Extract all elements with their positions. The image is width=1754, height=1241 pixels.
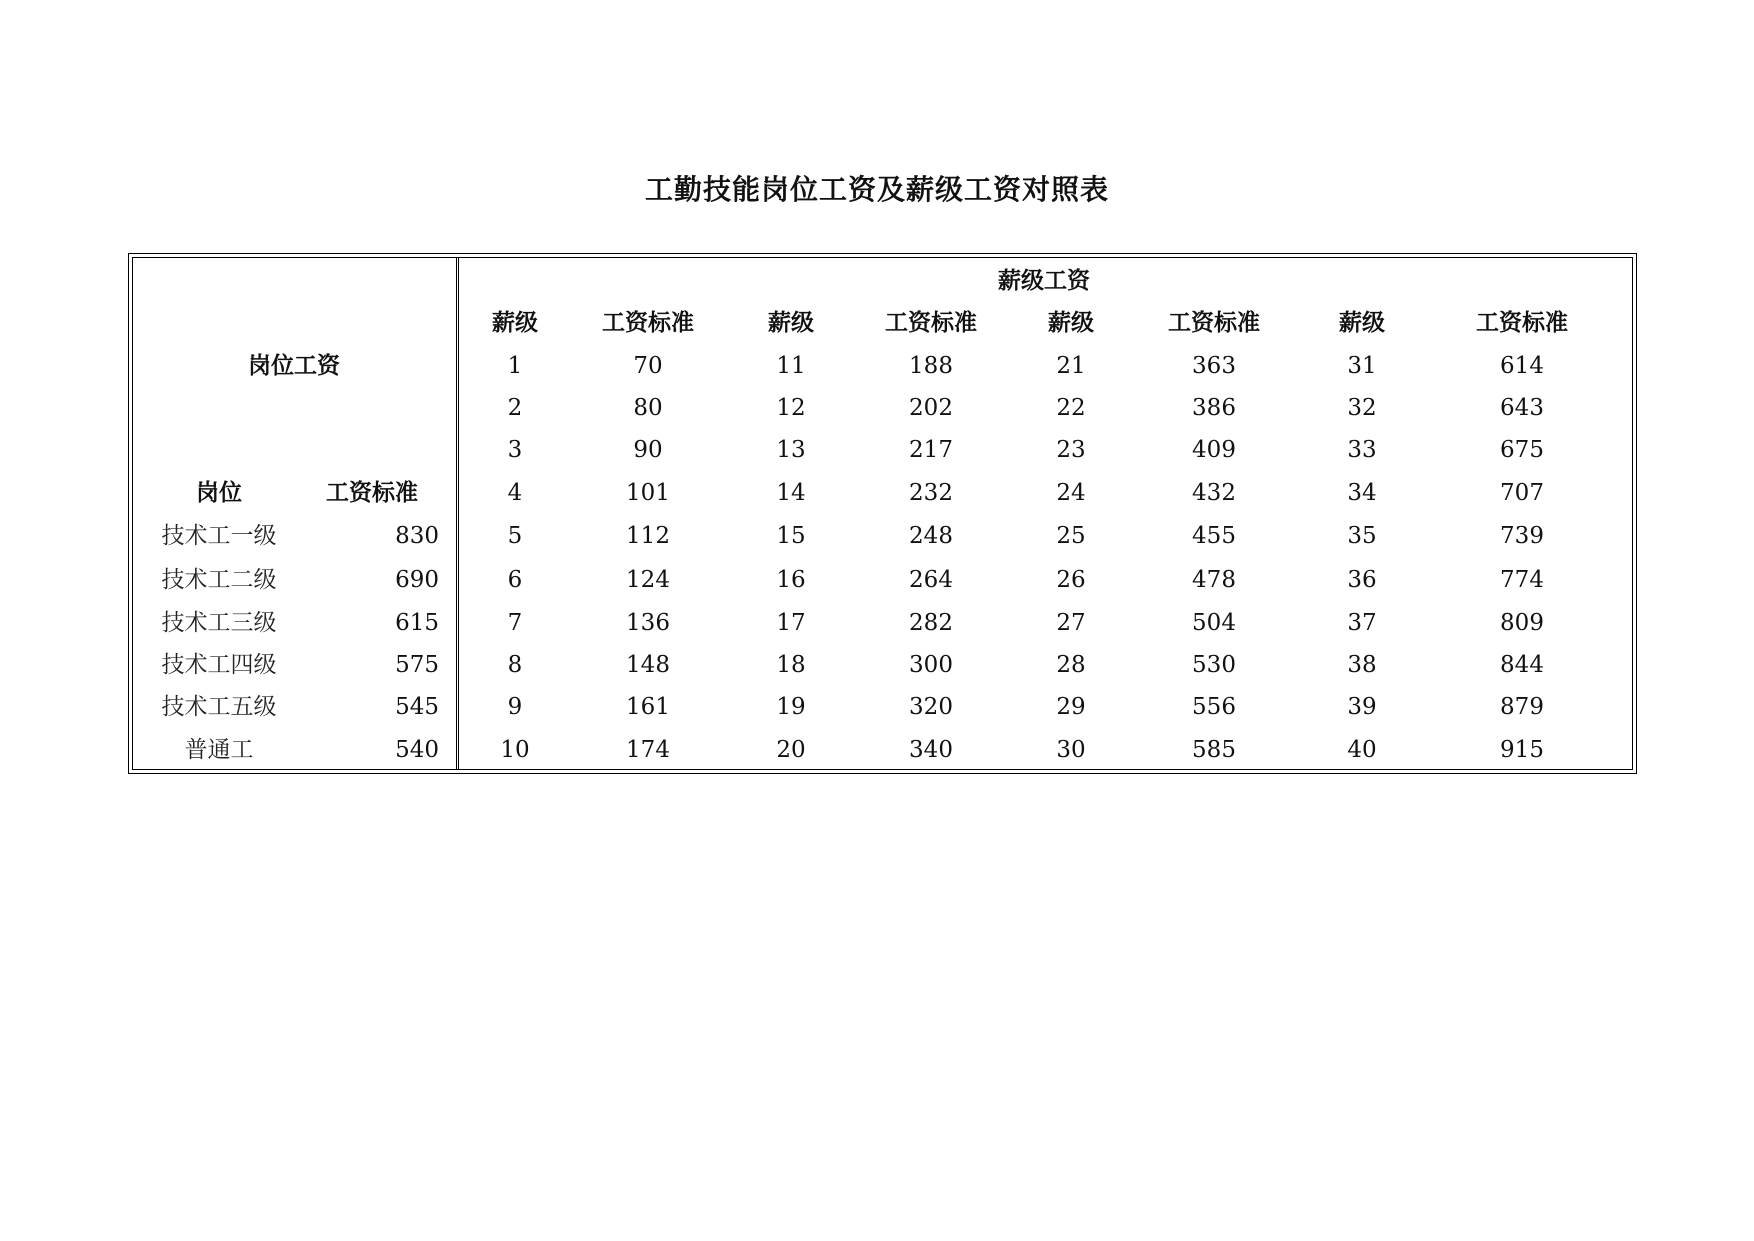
grade-cell: 19	[776, 694, 806, 720]
grade-salary-cell: 915	[1500, 737, 1544, 763]
grade-cell: 27	[1056, 610, 1086, 636]
grade-salary-cell: 879	[1500, 694, 1544, 720]
grade-salary-cell: 188	[909, 353, 953, 379]
grade-cell: 30	[1056, 737, 1086, 763]
salary-table	[128, 253, 1637, 774]
post-column-header: 岗位	[196, 480, 242, 506]
grade-salary-column-header: 工资标准	[602, 310, 694, 336]
grade-salary-cell: 530	[1192, 652, 1236, 678]
grade-cell: 39	[1347, 694, 1377, 720]
grade-salary-cell: 161	[626, 694, 670, 720]
grade-salary-cell: 675	[1500, 437, 1544, 463]
grade-salary-cell: 707	[1500, 480, 1544, 506]
grade-cell: 29	[1056, 694, 1086, 720]
grade-salary-cell: 320	[909, 694, 953, 720]
grade-cell: 15	[776, 523, 806, 549]
post-name-cell: 技术工二级	[161, 567, 277, 593]
grade-salary-cell: 739	[1500, 523, 1544, 549]
post-salary-group-header: 岗位工资	[248, 353, 340, 379]
grade-salary-cell: 202	[909, 395, 953, 421]
grade-cell: 17	[776, 610, 806, 636]
grade-cell: 3	[507, 437, 523, 463]
post-salary-column-header: 工资标准	[326, 480, 418, 506]
grade-salary-cell: 174	[626, 737, 670, 763]
grade-salary-cell: 80	[633, 395, 663, 421]
grade-cell: 22	[1056, 395, 1086, 421]
grade-salary-cell: 844	[1500, 652, 1544, 678]
post-salary-cell: 690	[395, 567, 439, 593]
grade-cell: 33	[1347, 437, 1377, 463]
grade-salary-cell: 504	[1192, 610, 1236, 636]
page-title: 工勤技能岗位工资及薪级工资对照表	[644, 173, 1109, 206]
post-salary-cell: 545	[395, 694, 439, 720]
post-name-cell: 技术工五级	[161, 694, 277, 720]
grade-cell: 12	[776, 395, 806, 421]
post-salary-cell: 830	[395, 523, 439, 549]
grade-cell: 25	[1056, 523, 1086, 549]
grade-salary-cell: 232	[909, 480, 953, 506]
grade-salary-column-header: 工资标准	[1168, 310, 1260, 336]
post-salary-cell: 575	[395, 652, 439, 678]
grade-salary-cell: 809	[1500, 610, 1544, 636]
grade-salary-cell: 264	[909, 567, 953, 593]
grade-cell: 26	[1056, 567, 1086, 593]
grade-cell: 20	[776, 737, 806, 763]
grade-salary-column-header: 工资标准	[1476, 310, 1568, 336]
post-name-cell: 技术工三级	[161, 610, 277, 636]
post-name-cell: 技术工四级	[161, 652, 277, 678]
grade-cell: 9	[507, 694, 523, 720]
grade-salary-cell: 148	[626, 652, 670, 678]
grade-column-header: 薪级	[1048, 310, 1094, 336]
grade-cell: 2	[507, 395, 523, 421]
grade-salary-cell: 409	[1192, 437, 1236, 463]
grade-salary-cell: 643	[1500, 395, 1544, 421]
grade-column-header: 薪级	[492, 310, 538, 336]
grade-salary-cell: 112	[626, 523, 670, 549]
grade-column-header: 薪级	[1339, 310, 1385, 336]
grade-salary-cell: 282	[909, 610, 953, 636]
grade-cell: 7	[507, 610, 523, 636]
grade-cell: 24	[1056, 480, 1086, 506]
grade-cell: 1	[507, 353, 523, 379]
grade-cell: 18	[776, 652, 806, 678]
post-salary-cell: 615	[395, 610, 439, 636]
post-name-cell: 技术工一级	[161, 523, 277, 549]
grade-salary-cell: 363	[1192, 353, 1236, 379]
grade-cell: 10	[500, 737, 530, 763]
grade-salary-cell: 774	[1500, 567, 1544, 593]
grade-salary-cell: 478	[1192, 567, 1236, 593]
grade-column-header: 薪级	[768, 310, 814, 336]
grade-salary-cell: 248	[909, 523, 953, 549]
grade-cell: 16	[776, 567, 806, 593]
grade-cell: 14	[776, 480, 806, 506]
grade-cell: 31	[1347, 353, 1377, 379]
grade-salary-cell: 101	[626, 480, 670, 506]
grade-salary-cell: 455	[1192, 523, 1236, 549]
grade-cell: 38	[1347, 652, 1377, 678]
grade-cell: 28	[1056, 652, 1086, 678]
grade-cell: 5	[507, 523, 523, 549]
grade-cell: 4	[507, 480, 523, 506]
grade-salary-cell: 556	[1192, 694, 1236, 720]
grade-salary-column-header: 工资标准	[885, 310, 977, 336]
grade-cell: 35	[1347, 523, 1377, 549]
grade-salary-cell: 340	[909, 737, 953, 763]
grade-salary-cell: 614	[1500, 353, 1544, 379]
grade-salary-cell: 386	[1192, 395, 1236, 421]
post-name-cell: 普通工	[184, 737, 254, 763]
grade-cell: 21	[1056, 353, 1086, 379]
grade-salary-cell: 585	[1192, 737, 1236, 763]
grade-salary-cell: 124	[626, 567, 670, 593]
grade-cell: 36	[1347, 567, 1377, 593]
grade-salary-cell: 217	[909, 437, 953, 463]
grade-cell: 37	[1347, 610, 1377, 636]
post-salary-cell: 540	[395, 737, 439, 763]
grade-salary-group-header: 薪级工资	[998, 268, 1090, 294]
grade-cell: 34	[1347, 480, 1377, 506]
grade-salary-cell: 70	[633, 353, 663, 379]
grade-cell: 8	[507, 652, 523, 678]
grade-cell: 32	[1347, 395, 1377, 421]
grade-salary-cell: 136	[626, 610, 670, 636]
grade-salary-cell: 90	[633, 437, 663, 463]
grade-salary-cell: 432	[1192, 480, 1236, 506]
grade-salary-cell: 300	[909, 652, 953, 678]
grade-cell: 13	[776, 437, 806, 463]
grade-cell: 23	[1056, 437, 1086, 463]
grade-cell: 40	[1347, 737, 1377, 763]
grade-cell: 11	[776, 353, 806, 379]
grade-cell: 6	[507, 567, 523, 593]
